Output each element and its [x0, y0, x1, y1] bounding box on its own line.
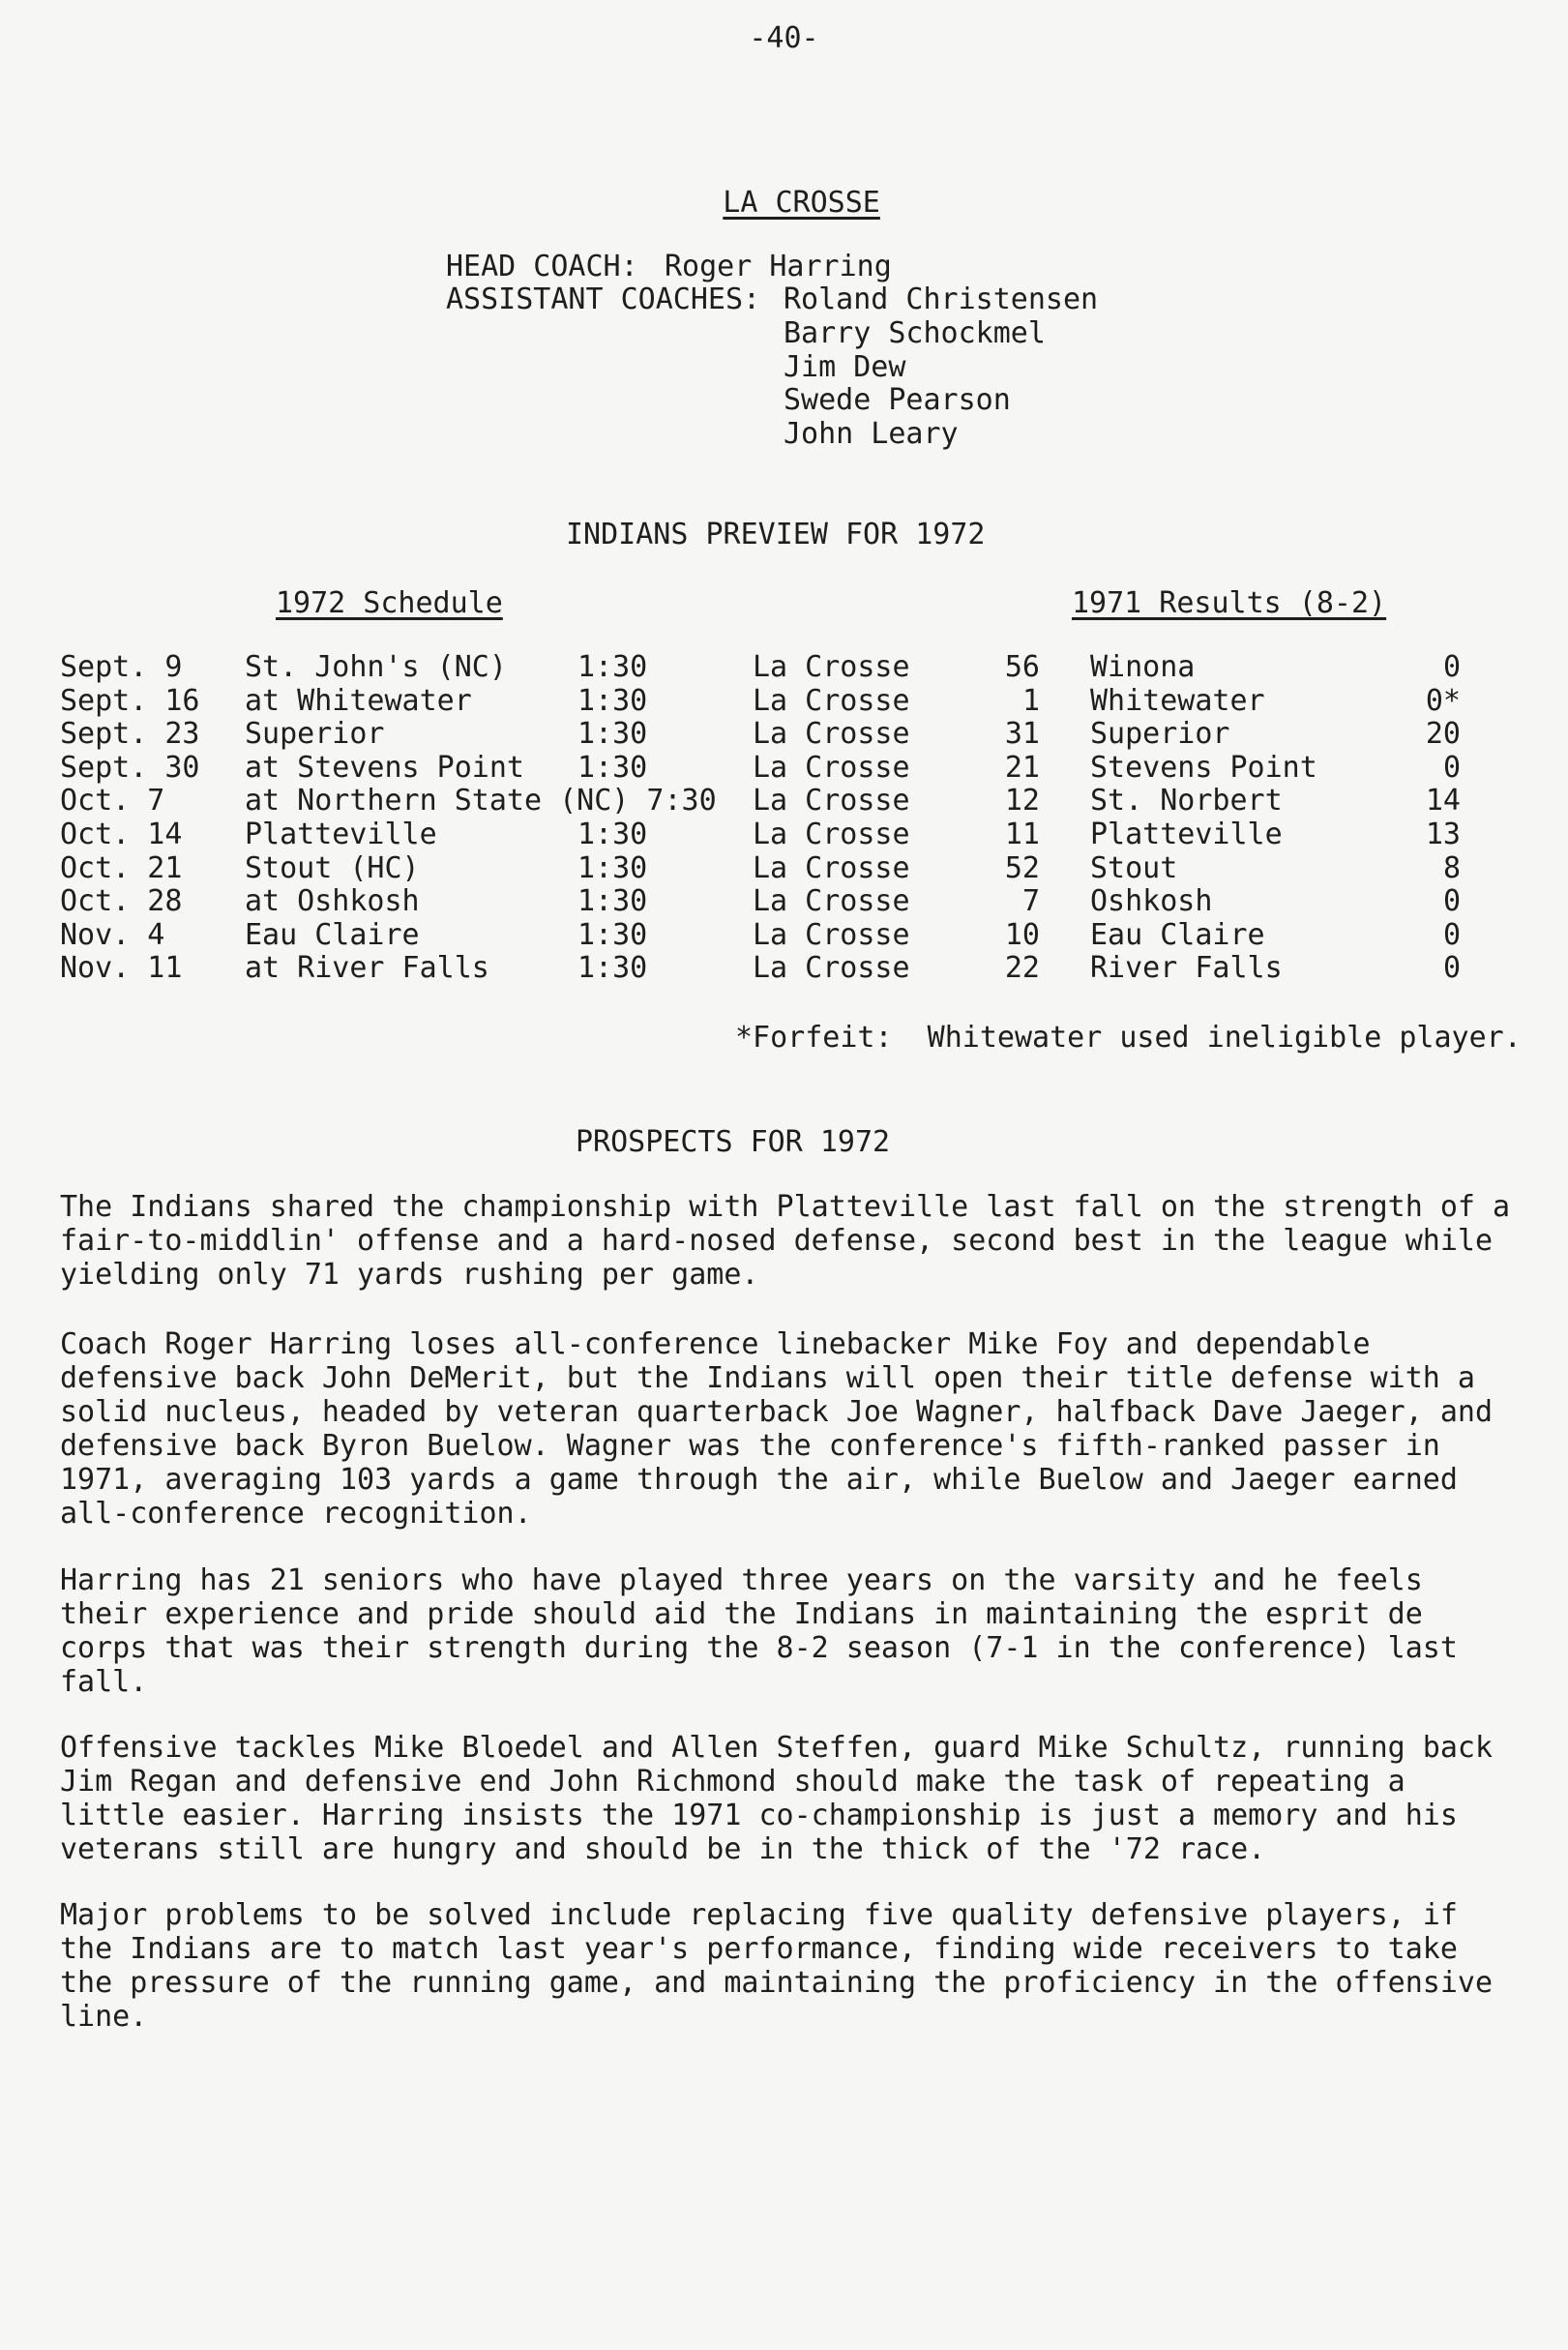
schedule-date: Nov. 11	[60, 951, 183, 986]
result-opponent: Stout	[1090, 850, 1178, 885]
schedule-opponent: at River Falls	[245, 951, 489, 986]
schedule-date: Sept. 23	[60, 717, 200, 752]
assistant-coaches-label: ASSISTANT COACHES:	[446, 283, 761, 316]
result-team: La Crosse	[753, 717, 910, 752]
forfeit-footnote: *Forfeit: Whitewater used ineligible player.	[735, 1021, 1522, 1055]
result-score: 56	[1004, 650, 1040, 684]
result-score: 21	[1004, 750, 1040, 785]
schedule-opponent: Platteville	[245, 818, 437, 851]
result-score: 22	[1004, 951, 1040, 986]
schedule-opponent: at Oshkosh	[245, 884, 420, 919]
result-team: La Crosse	[753, 884, 910, 919]
page-number: -40-	[749, 21, 819, 55]
result-opponent: St. Norbert	[1090, 784, 1283, 818]
schedule-time: 1:30	[577, 818, 648, 851]
prospects-title: PROSPECTS FOR 1972	[576, 1125, 891, 1159]
schedule-date: Oct. 21	[60, 850, 183, 885]
table-row	[0, 851, 1568, 885]
head-coach-name: Roger Harring	[665, 250, 892, 283]
result-score: 12	[1004, 784, 1040, 818]
result-team: La Crosse	[753, 750, 910, 785]
schedule-opponent: at Stevens Point	[245, 750, 524, 785]
result-opponent: River Falls	[1090, 951, 1283, 986]
result-team: La Crosse	[753, 683, 910, 718]
prospects-paragraph: Major problems to be solved include replacing five quality defensive players, if the Indians are to match last year's performance, finding wide receivers to take the pressure of the running game, and maintaining the proficiency in the offensive line.	[60, 1898, 1494, 2034]
result-team: La Crosse	[753, 818, 910, 851]
result-opponent: Platteville	[1090, 818, 1283, 851]
result-opponent-score: 0	[1442, 951, 1461, 986]
schedule-time: 1:30	[577, 683, 648, 718]
prospects-paragraph: The Indians shared the championship with Platteville last fall on the strength of a fair-to-middlin' offense and a hard-nosed defense, second best in the league while yielding only 71 yards rushing per game.	[60, 1190, 1511, 1292]
result-opponent-score: 8	[1442, 850, 1461, 885]
result-opponent-score: 20	[1425, 717, 1461, 752]
schedule-time: 1:30	[577, 884, 648, 919]
schedule-time: 1:30	[577, 951, 648, 986]
schedule-date: Oct. 14	[60, 818, 183, 851]
schedule-time: 1:30	[577, 650, 648, 684]
result-team: La Crosse	[753, 784, 910, 818]
schedule-time: 1:30	[577, 850, 648, 885]
result-opponent: Winona	[1090, 650, 1196, 684]
result-team: La Crosse	[753, 650, 910, 684]
team-title: LA CROSSE	[723, 186, 880, 220]
result-opponent: Oshkosh	[1090, 884, 1213, 919]
assistant-coach: Jim Dew	[784, 350, 906, 384]
result-team: La Crosse	[753, 850, 910, 885]
result-opponent: Stevens Point	[1090, 750, 1317, 785]
schedule-date: Oct. 28	[60, 884, 183, 919]
table-row	[0, 650, 1568, 684]
result-opponent: Superior	[1090, 717, 1230, 752]
schedule-date: Oct. 7	[60, 784, 165, 818]
schedule-date: Sept. 16	[60, 683, 200, 718]
schedule-time: 1:30	[577, 750, 648, 785]
result-opponent-score: 0	[1442, 917, 1461, 952]
result-score: 10	[1004, 917, 1040, 952]
result-opponent-score: 0*	[1425, 683, 1461, 718]
result-opponent: Whitewater	[1090, 683, 1265, 718]
schedule-opponent: Superior	[245, 717, 385, 752]
schedule-date: Nov. 4	[60, 917, 165, 952]
schedule-opponent: Stout (HC)	[245, 850, 420, 885]
preview-title: INDIANS PREVIEW FOR 1972	[566, 518, 986, 551]
result-opponent-score: 0	[1442, 750, 1461, 785]
schedule-time: 1:30	[577, 717, 648, 752]
schedule-heading: 1972 Schedule	[276, 586, 503, 620]
result-opponent-score: 13	[1425, 818, 1461, 851]
assistant-coach: Swede Pearson	[784, 383, 1011, 417]
table-row	[0, 717, 1568, 751]
schedule-opponent: at Whitewater	[245, 683, 472, 718]
table-row	[0, 918, 1568, 952]
result-team: La Crosse	[753, 917, 910, 952]
result-opponent-score: 0	[1442, 650, 1461, 684]
prospects-paragraph: Offensive tackles Mike Bloedel and Allen Steffen, guard Mike Schultz, running back Jim Regan and defensive end John Richmond should make the task of repeating a little easier. Harring insists the 1971 co-championship is just a memory and his veterans still are hungry and should be in the thick of the '72 race.	[60, 1731, 1494, 1866]
result-score: 7	[1021, 884, 1040, 919]
assistant-coach: John Leary	[784, 417, 959, 451]
result-score: 1	[1021, 683, 1040, 718]
result-opponent: Eau Claire	[1090, 917, 1265, 952]
result-score: 11	[1004, 818, 1040, 851]
schedule-opponent: Eau Claire	[245, 917, 420, 952]
schedule-date: Sept. 9	[60, 650, 183, 684]
schedule-opponent: St. John's (NC)	[245, 650, 507, 684]
table-row	[0, 751, 1568, 785]
result-score: 52	[1004, 850, 1040, 885]
schedule-date: Sept. 30	[60, 750, 200, 785]
result-opponent-score: 14	[1425, 784, 1461, 818]
results-heading: 1971 Results (8-2)	[1072, 586, 1387, 620]
schedule-opponent: at Northern State (NC) 7:30	[245, 784, 717, 818]
result-team: La Crosse	[753, 951, 910, 986]
table-row	[0, 818, 1568, 851]
table-row	[0, 884, 1568, 918]
schedule-time: 1:30	[577, 917, 648, 952]
assistant-coach: Roland Christensen	[784, 283, 1099, 316]
table-row	[0, 684, 1568, 718]
assistant-coach: Barry Schockmel	[784, 316, 1046, 350]
result-opponent-score: 0	[1442, 884, 1461, 919]
table-row	[0, 951, 1568, 985]
table-row	[0, 784, 1568, 818]
prospects-paragraph: Harring has 21 seniors who have played three years on the varsity and he feels their experience and pride should aid the Indians in maintaining the esprit de corps that was their strength during the 8-2 season (7-1 in the conference) last fall.	[60, 1563, 1458, 1699]
result-score: 31	[1004, 717, 1040, 752]
head-coach-label: HEAD COACH:	[446, 250, 638, 283]
prospects-paragraph: Coach Roger Harring loses all-conference linebacker Mike Foy and dependable defensive back John DeMerit, but the Indians will open their title defense with a solid nucleus, headed by veteran quarterback Joe Wagner, halfback Dave Jaeger, and defensive back Byron Buelow. Wagner was the conference's fifth-ranked passer in 1971, averaging 103 yards a game through the air, while Buelow and Jaeger earned all-conference recognition.	[60, 1327, 1494, 1531]
